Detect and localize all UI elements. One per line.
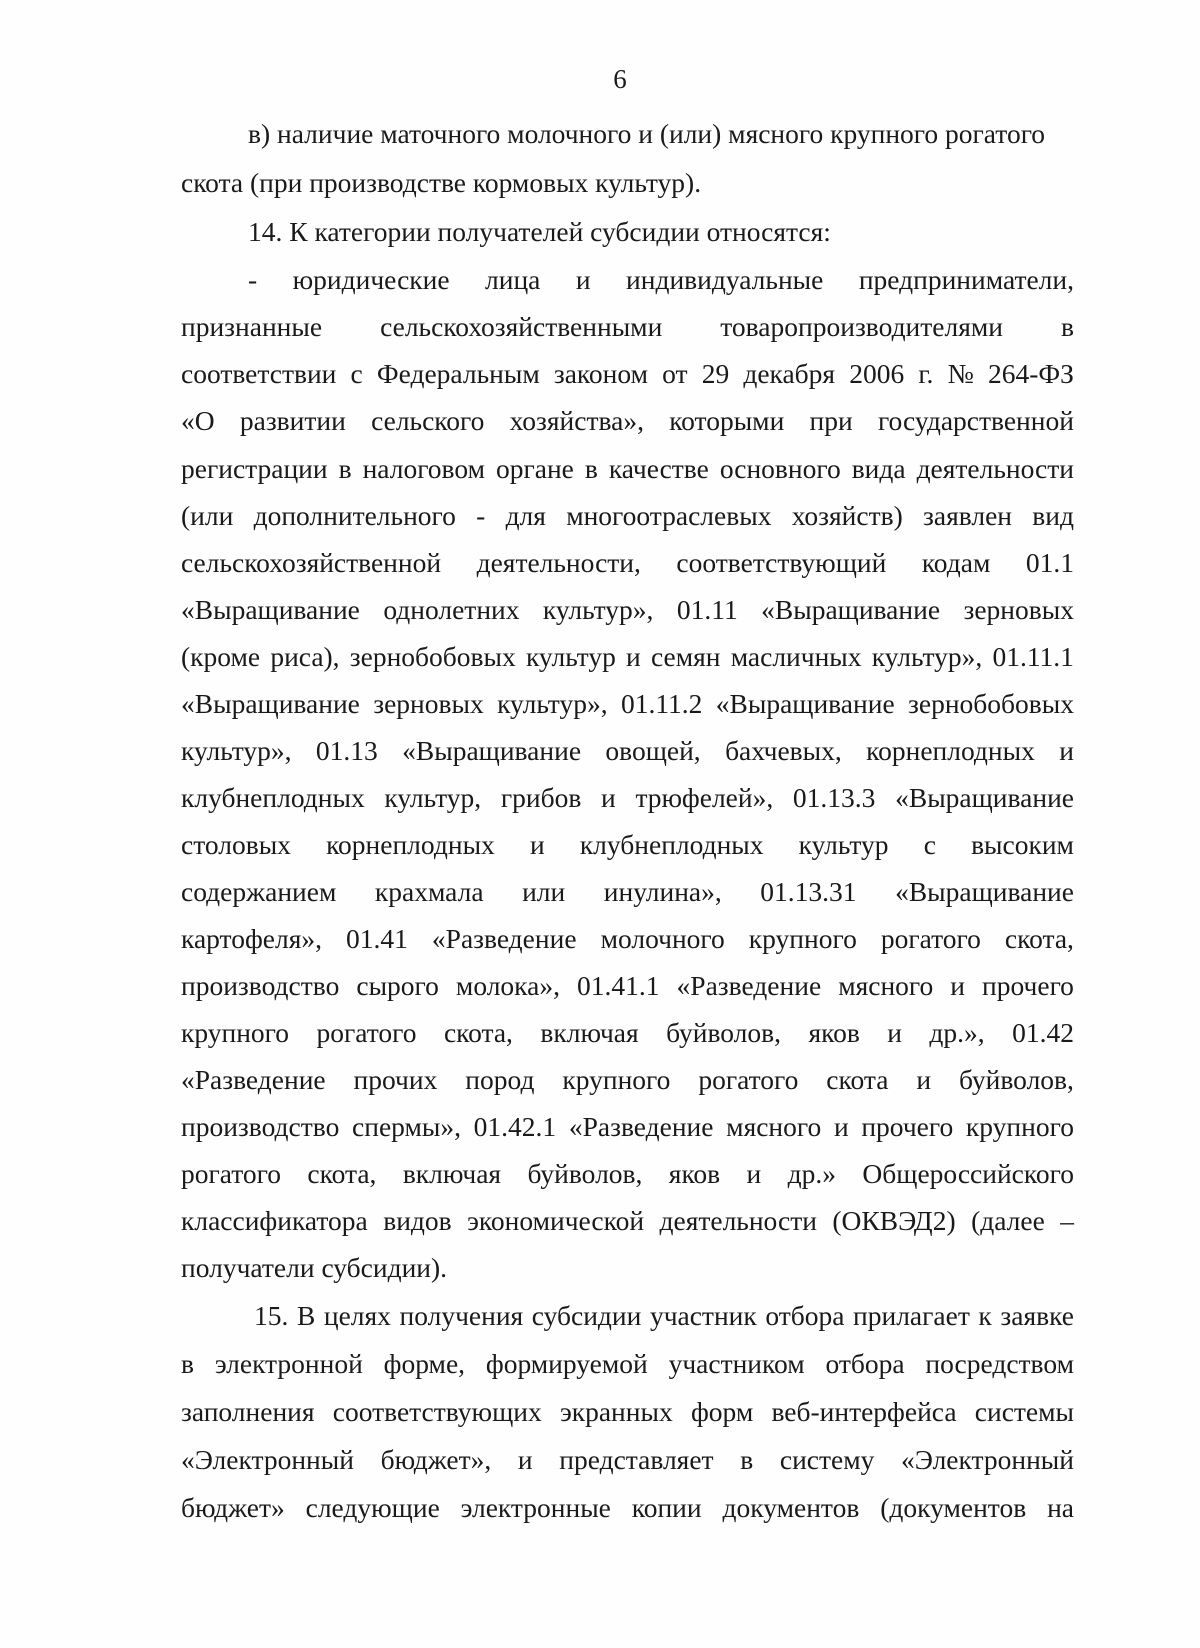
word: признанные	[181, 311, 323, 342]
word: которыми	[669, 405, 785, 436]
word: рогатого	[181, 1158, 282, 1189]
word: «Выращивание	[181, 594, 360, 625]
text-line	[181, 596, 1074, 624]
word: заполнения	[181, 1396, 315, 1427]
word: грибов	[500, 782, 582, 813]
word: «Разведение	[181, 1064, 326, 1095]
word: сырого	[356, 970, 439, 1001]
word: (документов	[880, 1492, 1027, 1523]
word: культур»,	[497, 688, 608, 719]
word: и	[950, 970, 966, 1001]
word: пород	[465, 1064, 535, 1095]
word: и	[916, 1064, 932, 1095]
word: многоотраслевых	[566, 500, 772, 531]
word: 264-ФЗ	[987, 358, 1074, 389]
word: прочего	[861, 1111, 954, 1142]
word: Общероссийского	[862, 1158, 1074, 1189]
word: органе	[495, 453, 574, 484]
word: буйволов,	[666, 1017, 782, 1048]
text-line	[181, 455, 1074, 483]
word: рогатого	[880, 923, 981, 954]
word: культур	[798, 829, 889, 860]
word: зерновых	[373, 688, 484, 719]
word: 01.13.3	[792, 782, 876, 813]
word: 01.13	[315, 735, 378, 766]
word: Федеральным	[376, 358, 540, 389]
word: 01.41	[346, 923, 408, 954]
word: г.	[918, 358, 934, 389]
word: и	[746, 1158, 762, 1189]
word: др.»	[787, 1158, 837, 1189]
word: налоговом	[362, 453, 485, 484]
word: деятельности	[659, 1205, 817, 1236]
word: культур,	[384, 782, 482, 813]
text-line	[181, 1113, 1074, 1141]
word: целях	[323, 1300, 391, 1331]
text-line	[181, 1398, 1074, 1426]
word: яков	[808, 1017, 860, 1048]
word: В	[296, 1300, 316, 1331]
word: формируемой	[485, 1348, 648, 1379]
word: производство	[181, 970, 340, 1001]
word: получения	[399, 1300, 524, 1331]
word: «Разведение	[676, 970, 822, 1001]
word: к	[978, 1300, 992, 1331]
word: государственной	[877, 405, 1074, 436]
word: регистрации	[181, 453, 328, 484]
word: при	[809, 405, 853, 436]
word: и	[517, 1444, 533, 1475]
word: производство	[181, 1111, 340, 1142]
word: картофеля»,	[181, 923, 322, 954]
word: соответствующих	[332, 1396, 542, 1427]
word: зернобобовых	[908, 688, 1074, 719]
word: кодам	[921, 547, 991, 578]
text-line	[181, 925, 1074, 953]
word: культур»,	[181, 735, 292, 766]
word: 01.42.1	[473, 1111, 557, 1142]
word: вид	[1032, 500, 1074, 531]
word: (кроме	[181, 641, 261, 672]
word: с	[350, 358, 363, 389]
word: яков	[668, 1158, 721, 1189]
word: экономической	[467, 1205, 645, 1236]
word: рогатого	[698, 1064, 799, 1095]
text-line	[181, 784, 1074, 812]
word: или	[522, 876, 566, 907]
word: соответствующий	[676, 547, 887, 578]
word: скота,	[1004, 923, 1074, 954]
word: 01.11.1	[992, 641, 1074, 672]
word: 29	[701, 358, 730, 389]
word: участником	[668, 1348, 805, 1379]
word: хозяйств)	[791, 500, 903, 531]
word: форм	[690, 1396, 754, 1427]
word: молока»,	[455, 970, 560, 1001]
word: в	[181, 1348, 194, 1379]
word: буйволов,	[958, 1064, 1074, 1095]
text-line	[181, 360, 1074, 388]
word: молочного	[600, 923, 725, 954]
word: скота,	[443, 1017, 513, 1048]
word: и	[626, 641, 641, 672]
word: лица	[485, 264, 541, 295]
word: посредством	[925, 1348, 1074, 1379]
word: заявке	[1000, 1300, 1074, 1331]
word: участник	[649, 1300, 757, 1331]
word: включая	[402, 1158, 502, 1189]
word: форме,	[383, 1348, 466, 1379]
text-line: получатели субсидии).	[181, 1252, 448, 1283]
word: культур»,	[871, 641, 983, 672]
word: для	[505, 500, 546, 531]
word: высоким	[971, 829, 1074, 860]
word: в	[740, 1444, 754, 1475]
word: и	[887, 1017, 902, 1048]
word: «Выращивание	[895, 782, 1074, 813]
word: «Выращивание	[895, 876, 1074, 907]
word: в	[338, 453, 352, 484]
word: рогатого	[316, 1017, 417, 1048]
word: бюджет»,	[380, 1444, 492, 1475]
word: копии	[631, 1492, 702, 1523]
word: системы	[974, 1396, 1074, 1427]
word: индивидуальные	[626, 264, 824, 295]
word: и	[833, 1111, 849, 1142]
word: бюджет»	[181, 1492, 285, 1523]
word: культур	[525, 641, 616, 672]
word: крупного	[748, 923, 857, 954]
word: 2006	[849, 358, 905, 389]
word: товаропроизводителями	[720, 311, 1003, 342]
word: заявлен	[923, 500, 1013, 531]
text-line	[181, 831, 1074, 859]
word: семян	[650, 641, 721, 672]
word: экранных	[559, 1396, 673, 1427]
word: дополнительного	[253, 500, 456, 531]
word: 01.13.31	[760, 876, 857, 907]
page-number: 6	[613, 64, 627, 94]
text-line	[181, 313, 1074, 341]
word: мясного	[726, 1111, 822, 1142]
word: 01.11	[676, 594, 738, 625]
word: скота,	[307, 1158, 377, 1189]
word: столовых	[181, 829, 291, 860]
word: инулина»,	[603, 876, 722, 907]
word: «Выращивание	[181, 688, 360, 719]
word: предприниматели,	[858, 264, 1074, 295]
text-line	[181, 549, 1074, 577]
word: буйволов,	[527, 1158, 643, 1189]
word: (ОКВЭД2)	[832, 1205, 956, 1236]
text-line	[181, 1446, 1074, 1474]
word: представляет	[559, 1444, 714, 1475]
text-line	[181, 1494, 1074, 1522]
word: и	[575, 264, 591, 295]
word: прочего	[982, 970, 1074, 1001]
word: и	[601, 782, 616, 813]
word: соответствии	[181, 358, 337, 389]
word: включая	[540, 1017, 639, 1048]
text-line: 14. К категории получателей субсидии относятся:	[248, 216, 831, 247]
text-line	[181, 1350, 1074, 1378]
word: содержанием	[181, 876, 337, 907]
word: прочих	[353, 1064, 438, 1095]
word: электронной	[214, 1348, 363, 1379]
text-line	[248, 266, 1074, 294]
word: -	[248, 264, 258, 295]
word: крупного	[562, 1064, 671, 1095]
word: «Разведение	[431, 923, 577, 954]
word: риса),	[270, 641, 340, 672]
word: и	[529, 829, 545, 860]
word: прилагает	[853, 1300, 970, 1331]
word: деятельности,	[476, 547, 641, 578]
text-line	[254, 1302, 1074, 1330]
text-line	[181, 972, 1074, 1000]
word: (или	[181, 500, 234, 531]
word: крупного	[965, 1111, 1074, 1142]
text-line	[181, 737, 1074, 765]
word: культур»,	[542, 594, 654, 625]
word: субсидии	[531, 1300, 642, 1331]
word: др.»,	[929, 1017, 985, 1048]
text-line	[181, 1019, 1074, 1047]
word: качестве	[608, 453, 709, 484]
word: 01.11.2	[620, 688, 703, 719]
word: овощей,	[605, 735, 701, 766]
word: крахмала	[374, 876, 484, 907]
word: скота	[826, 1064, 889, 1095]
word: «Электронный	[901, 1444, 1074, 1475]
word: 15.	[254, 1300, 289, 1331]
word: спермы»,	[352, 1111, 461, 1142]
word: «Разведение	[568, 1111, 714, 1142]
word: бахчевых,	[725, 735, 842, 766]
word: «О	[181, 405, 215, 436]
word: в	[1060, 311, 1074, 342]
word: отбора	[765, 1300, 845, 1331]
word: и	[1059, 735, 1074, 766]
word: систему	[779, 1444, 875, 1475]
word: –	[1060, 1205, 1074, 1236]
word: классификатора	[181, 1205, 368, 1236]
word: трюфелей»,	[635, 782, 774, 813]
word: электронные	[460, 1492, 611, 1523]
word: корнеплодных	[326, 829, 495, 860]
word: отбора	[825, 1348, 905, 1379]
word: сельскохозяйственными	[380, 311, 663, 342]
word: «Выращивание	[402, 735, 582, 766]
word: развитии	[239, 405, 346, 436]
word: мясного	[838, 970, 934, 1001]
word: №	[947, 358, 974, 389]
word: от	[662, 358, 688, 389]
word: масличных	[730, 641, 862, 672]
word: с	[923, 829, 936, 860]
word: хозяйства»,	[509, 405, 644, 436]
word: однолетних	[383, 594, 520, 625]
word: зернобобовых	[349, 641, 516, 672]
text-line: скота (при производстве кормовых культур).	[181, 167, 702, 198]
word: сельского	[371, 405, 485, 436]
word: юридические	[292, 264, 450, 295]
word: клубнеплодных	[181, 782, 365, 813]
text-line	[181, 690, 1074, 718]
word: в	[584, 453, 598, 484]
word: деятельности	[916, 453, 1074, 484]
word: следующие	[305, 1492, 440, 1523]
word: документов	[722, 1492, 860, 1523]
word: сельскохозяйственной	[181, 547, 442, 578]
word: вида	[851, 453, 906, 484]
word: 01.1	[1025, 547, 1074, 578]
text-line	[181, 1160, 1074, 1188]
text-line	[181, 878, 1074, 906]
word: крупного	[181, 1017, 290, 1048]
word: клубнеплодных	[579, 829, 764, 860]
word: «Выращивание	[715, 688, 895, 719]
word: «Электронный	[181, 1444, 354, 1475]
text-line	[181, 643, 1074, 671]
text-line	[181, 1207, 1074, 1235]
word: 01.41.1	[577, 970, 660, 1001]
word: декабря	[743, 358, 836, 389]
word: «Выращивание	[761, 594, 941, 625]
word: зерновых	[963, 594, 1074, 625]
word: основного	[719, 453, 841, 484]
text-line	[181, 502, 1074, 530]
word: на	[1047, 1492, 1074, 1523]
text-line	[181, 407, 1074, 435]
word: видов	[383, 1205, 452, 1236]
word: законом	[553, 358, 648, 389]
text-line: в) наличие маточного молочного и (или) мясного крупного рогатого	[248, 118, 1046, 149]
word: (далее	[971, 1205, 1045, 1236]
word: корнеплодных	[866, 735, 1035, 766]
text-line	[181, 1066, 1074, 1094]
word: -	[476, 500, 486, 531]
word: 01.42	[1012, 1017, 1074, 1048]
word: веб-интерфейса	[771, 1396, 957, 1427]
